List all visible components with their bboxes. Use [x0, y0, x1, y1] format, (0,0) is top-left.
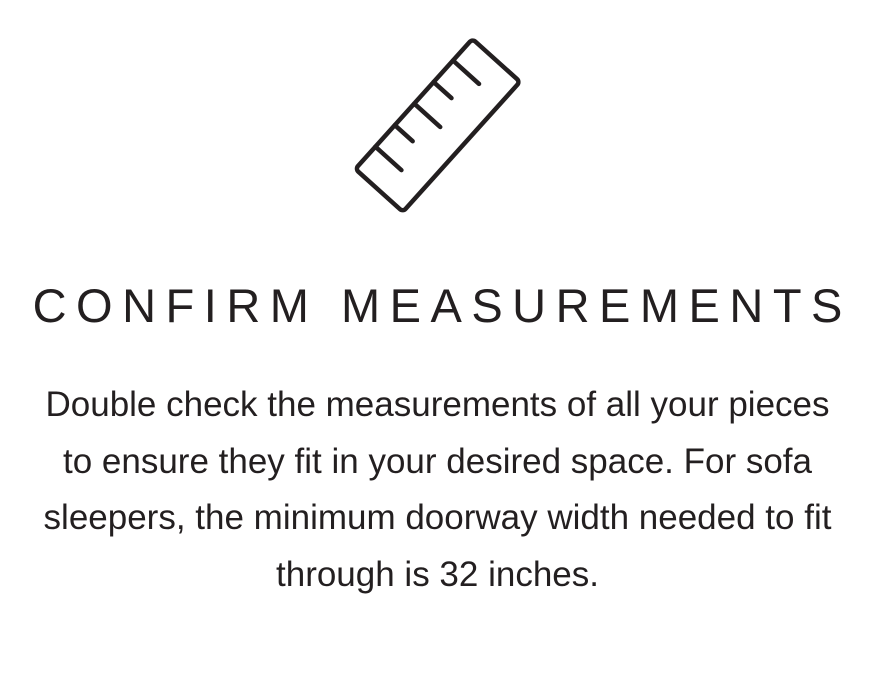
- ruler-icon: [328, 30, 548, 220]
- description-text: Double check the measurements of all your pieces to ensure they fit in your desired space. For sofa sleepers, the minimum doorway width needed to fit through is 32 inches.: [43, 385, 832, 595]
- page-title: CONFIRM MEASUREMENTS: [32, 279, 852, 332]
